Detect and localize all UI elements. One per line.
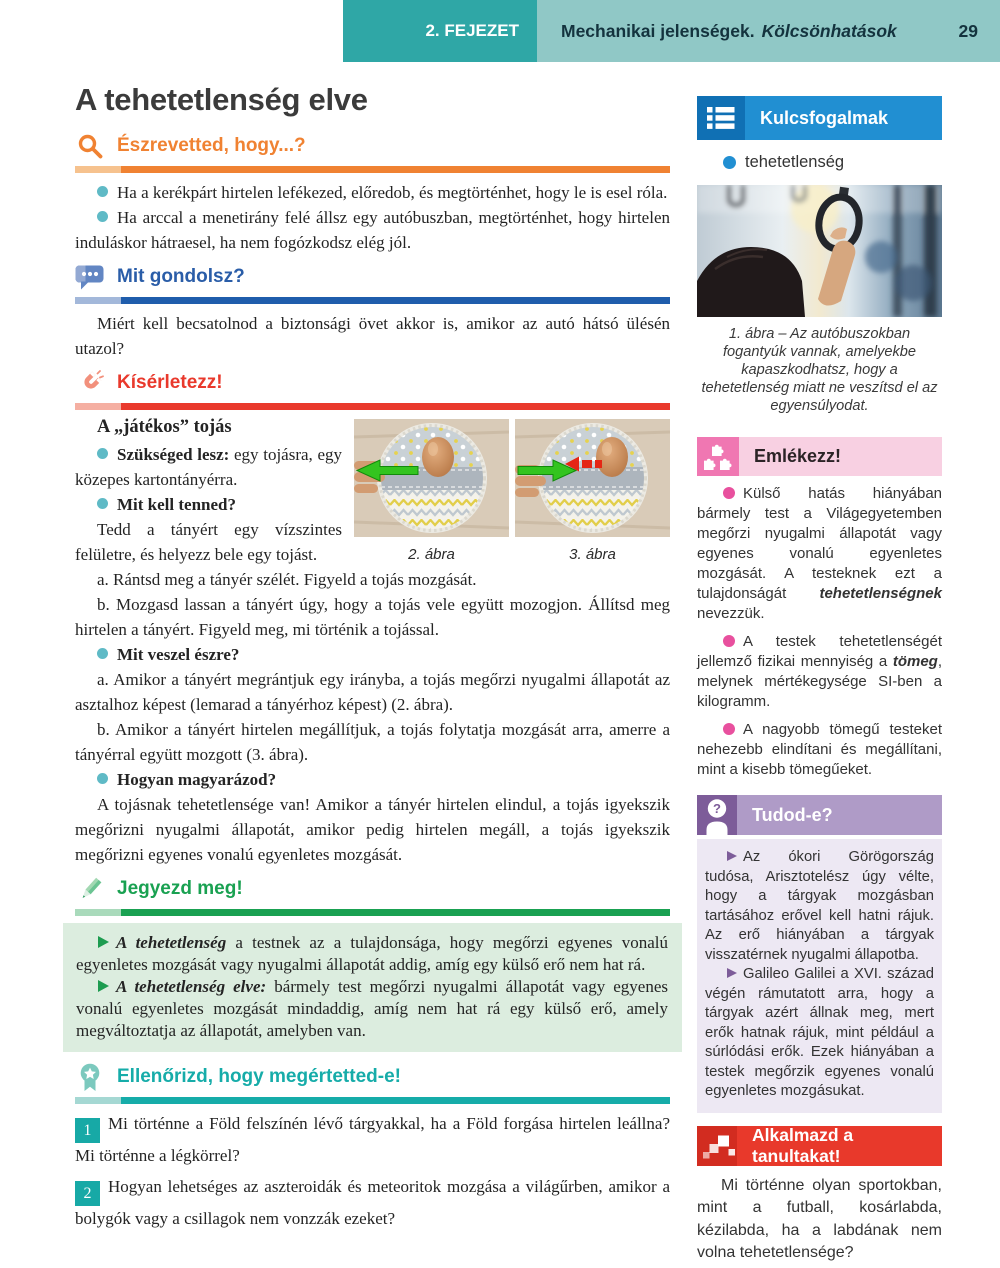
remember-label: Emlékezz!	[739, 437, 942, 476]
award-ribbon-icon	[75, 1063, 105, 1092]
section-rule	[75, 166, 670, 173]
chapter-title: Mechanikai jelenségek.	[561, 20, 755, 41]
experiment-step-b: b. Mozgasd lassan a tányért úgy, hogy a tojás vele együtt mozogjon. Állítsd meg hirtelen a tányért. Figyeld meg, mi történik a tojással.	[75, 595, 670, 639]
key-concepts-header	[697, 96, 942, 140]
definition-inertia-principle: A tehetetlenség elve: bármely test megőrzi nyugalmi állapotát vagy egyenes vonalú egyenletes mozgását mindaddig, amíg nem hat rá egy külső erő, amely megváltoztatja az állapotát, amelyben van.	[76, 977, 668, 1040]
experiment-figures	[354, 419, 670, 563]
key-concepts-label: Kulcsfogalmak	[745, 96, 942, 140]
key-term: tehetetlenség	[723, 153, 942, 172]
chapter-label: 2. FEJEZET	[425, 21, 519, 40]
question-number-badge: 1	[75, 1118, 100, 1143]
bullet-icon	[97, 186, 108, 197]
pencil-icon	[75, 876, 105, 903]
chapter-tab	[343, 0, 537, 62]
experiment-todo-label: Mit kell tenned?	[75, 492, 670, 517]
list-icon	[697, 96, 745, 140]
experiment-observe-a: a. Amikor a tányért megrántjuk egy irányba, a tojás megőrzi nyugalmi állapotát az asztalhoz képest (lemarad a tányérhoz képest) (2. ábra).	[75, 670, 670, 714]
chapter-subtitle: Kölcsönhatások	[761, 20, 897, 41]
figure-2	[354, 419, 509, 563]
speech-bubble-icon	[75, 264, 105, 291]
section-label: Kísérletezz!	[117, 372, 223, 393]
experiment-step-a: a. Rántsd meg a tányér szélét. Figyeld a tojás mozgását.	[97, 570, 477, 589]
main-column	[75, 82, 670, 1231]
triangle-marker	[727, 851, 737, 861]
triangle-marker	[98, 980, 109, 992]
did-you-know-item: Galileo Galilei a XVI. század végén rámutatott arra, hogy a tárgyak azért állnak meg, mert erők hatnak rájuk, mint például a súrlódási erők. Ezek hiányában a testek megőrzik egyenes vonalú egyenletes mozgásukat.	[705, 966, 934, 1099]
bullet-icon	[97, 211, 108, 222]
bullet-icon	[723, 156, 736, 169]
intro-bullet: Ha arccal a menetirány felé állsz egy autóbuszban, megtörténhet, hogy hirtelen induláskor hátraesel, ha nem fogózkodsz elég jól.	[75, 208, 670, 252]
experiment-todo-intro: Tedd a tányért egy vízszintes felületre, és helyezz bele egy tojást.	[75, 520, 342, 564]
apply-box	[697, 1126, 942, 1265]
triangle-marker	[727, 968, 737, 978]
bullet-icon	[97, 448, 108, 459]
check-question-2: 2 Hogyan lehetséges az aszteroidák és meteoritok mozgása a világűrben, amikor a bolygók vagy a csillagok nem vonzzák ezeket?	[75, 1177, 670, 1228]
section-rule	[75, 909, 670, 916]
section-header-ellenorizd	[75, 1061, 670, 1093]
question-number-badge: 2	[75, 1181, 100, 1206]
triangle-marker	[98, 936, 109, 948]
did-you-know-header	[697, 795, 942, 835]
apply-header	[697, 1126, 942, 1166]
experiment-observe-b: b. Amikor a tányért hirtelen megállítjuk, a tojás folytatja mozgását arra, amerre a tányérral együtt mozgott (3. ábra).	[75, 720, 670, 764]
bullet-icon	[97, 498, 108, 509]
experiment-explain-label: Hogyan magyarázod?	[75, 767, 670, 792]
person-question-icon	[697, 795, 737, 835]
key-concepts-box	[697, 96, 942, 172]
magnifier-icon	[75, 133, 105, 160]
experiment-title: A „játékos” tojás	[97, 417, 232, 437]
page-number: 29	[958, 20, 978, 41]
section-rule	[75, 1097, 670, 1104]
puzzle-icon	[697, 437, 739, 476]
remember-bullet: Külső hatás hiányában bármely test a Világegyetemben megőrzi nyugalmi állapotát vagy egyenes vonalú egyenletes mozgását. A testeknek ezt a tulajdonságát tehetetlenségnek nevezzük.	[697, 485, 942, 622]
figure-caption: 3. ábra	[569, 546, 616, 563]
remember-box	[697, 437, 942, 780]
section-label: Mit gondolsz?	[117, 266, 245, 287]
figure-1-caption: 1. ábra – Az autóbuszokban fogantyúk vannak, amelyekbe kapaszkodhatsz, hogy a tehetetlenség miatt ne veszítsd el az egyensúlyodat.	[701, 326, 938, 414]
section-header-kiserletezz	[75, 367, 670, 399]
definition-inertia: A tehetetlenség a testnek az a tulajdonsága, hogy megőrzi egyenes vonalú egyenletes mozgását vagy nyugalmi állapotát addig, amíg egy külső erő nem hat rá.	[76, 933, 668, 974]
bus-handle-photo	[697, 185, 942, 317]
chapter-title-band	[537, 0, 1000, 62]
experiment-observe-label: Mit veszel észre?	[75, 642, 670, 667]
bullet-icon	[723, 635, 735, 647]
bullet-icon	[723, 723, 735, 735]
figure-caption: 2. ábra	[408, 546, 455, 563]
section-header-mit-gondolsz	[75, 261, 670, 293]
bullet-icon	[97, 648, 108, 659]
blocks-icon	[697, 1126, 737, 1166]
magnet-icon	[75, 370, 105, 397]
think-question: Miért kell becsatolnod a biztonsági övet akkor is, amikor az autó hátsó ülésén utazol?	[75, 314, 670, 358]
apply-label: Alkalmazd a tanultakat!	[737, 1126, 942, 1166]
bullet-icon	[97, 773, 108, 784]
experiment-need: Szükséged lesz: egy tojásra, egy közepes kartontányérra.	[75, 445, 343, 489]
section-header-eszrevetted	[75, 130, 670, 162]
section-label: Jegyezd meg!	[117, 878, 243, 899]
sidebar	[697, 96, 942, 1265]
plate-egg-photo-2	[354, 419, 509, 537]
apply-question: Mi történne olyan sportokban, mint a futball, kosárlabda, kézilabda, ha a labdának nem volna tehetetlensége?	[697, 1176, 942, 1261]
plate-egg-photo-3	[515, 419, 670, 537]
section-label: Észrevetted, hogy...?	[117, 135, 306, 156]
did-you-know-item: Az ókori Görögország tudósa, Arisztotelész úgy vélte, hogy a tárgyak mozgásban tartásához erővel kell hatni rájuk. Az erő hiányában a tárgyak visszatérnek nyugalmi állapotba.	[705, 849, 934, 963]
experiment-explain-text: A tojásnak tehetetlensége van! Amikor a tányér hirtelen elindul, a tojás igyekszik megőrizni nyugalmi állapotát, amikor pedig hirtelen megáll, a tojás igyekszik megőrizni egyenes vonalú egyenletes mozgását.	[75, 795, 670, 864]
did-you-know-label: Tudod-e?	[737, 795, 942, 835]
check-question-1: 1 Mi történne a Föld felszínén lévő tárgyakkal, ha a Föld forgása hirtelen leállna? Mi történne a légkörrel?	[75, 1114, 670, 1165]
definition-box	[63, 923, 682, 1052]
did-you-know-box	[697, 795, 942, 1113]
did-you-know-body	[697, 839, 942, 1113]
bullet-icon	[723, 487, 735, 499]
figure-3	[515, 419, 670, 563]
remember-header	[697, 437, 942, 476]
svg-text:?: ?	[713, 801, 721, 816]
section-header-jegyezd-meg	[75, 873, 670, 905]
section-label: Ellenőrizd, hogy megértetted-e!	[117, 1066, 401, 1087]
section-rule	[75, 403, 670, 410]
remember-bullet: A testek tehetetlenségét jellemző fizikai mennyiség a tömeg, melynek mértékegysége SI-ben a kilogramm.	[697, 633, 942, 710]
intro-bullet: Ha a kerékpárt hirtelen lefékezed, előredob, és megtörténhet, hogy le is esel róla.	[75, 180, 670, 205]
page-title: A tehetetlenség elve	[75, 82, 368, 117]
remember-bullet: A nagyobb tömegű testeket nehezebb elindítani és megállítani, mint a kisebb tömegűeket.	[697, 721, 942, 778]
section-rule	[75, 297, 670, 304]
